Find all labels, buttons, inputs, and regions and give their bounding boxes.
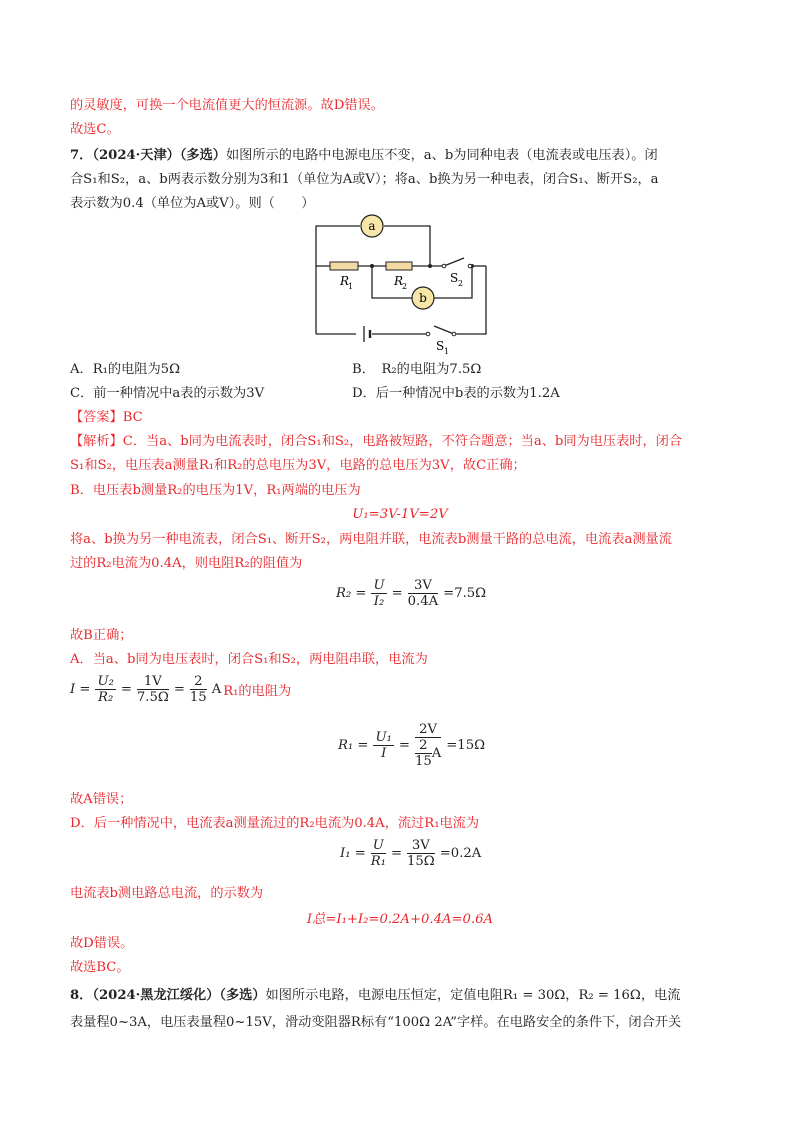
eq1-num2: 3V <box>408 578 439 594</box>
option-D: D．后一种情况中b表的示数为1.2A <box>352 386 560 401</box>
analysis-line-9: 故A错误； <box>70 792 133 807</box>
analysis-line-10: D．后一种情况中，电流表a测量流过的R₂电流为0.4A，流过R₁电流为 <box>70 816 480 831</box>
eq1-den2: 0.4A <box>407 594 439 609</box>
question-source: （2024·天津） <box>92 148 180 163</box>
label-R2-sub: 2 <box>402 282 408 291</box>
question-stem-text: 如图所示的电路中电源电压不变，a、b为同种电表（电流表或电压表）。闭 <box>225 148 658 163</box>
circuit-diagram <box>300 212 500 358</box>
option-C: C．前一种情况中a表的示数为3V <box>70 386 265 401</box>
eq3-equals: = <box>398 738 410 753</box>
eq2-num3: 2 <box>190 674 207 690</box>
label-R2: R <box>394 274 404 288</box>
analysis-line-6: 过的R₂电流为0.4A，则电阻R₂的阻值为 <box>70 556 303 571</box>
intro-line-1: 的灵敏度，可换一个电流值更大的恒流源。故D错误。 <box>70 98 384 113</box>
question-7-stem-line-2: 合S₁和S₂，a、b两表示数分别为3和1（单位为A或V）；将a、b换为另一种电表，闭合S₁、断开S₂，a <box>70 172 659 187</box>
analysis-line-12: I总=I₁+I₂=0.2A+0.4A=0.6A <box>306 912 494 927</box>
eq2-den1: R₂ <box>98 690 114 705</box>
answer: 【答案】BC <box>70 410 143 425</box>
option-A: A．R₁的电阻为5Ω <box>70 362 181 377</box>
meter-a-label: a <box>368 219 376 233</box>
question-7-stem-line-3: 表示数为0.4（单位为A或V）。则（ ） <box>70 196 315 211</box>
eq2-num2: 1V <box>137 674 169 690</box>
question-number: 8． <box>70 988 93 1003</box>
meter-a <box>361 215 383 237</box>
eq4-equals: = <box>390 846 403 861</box>
eq2-den2: 7.5Ω <box>136 690 169 705</box>
question-8-stem-line-2: 表量程0~3A，电压表量程0~15V，滑动变阻器R标有“100Ω 2A”字样。在电路安全的条件下，闭合开关 <box>70 1015 682 1030</box>
equation-I1 <box>340 838 481 869</box>
eq2-unit: A <box>211 682 222 697</box>
question-8-stem-line-1 <box>70 986 680 1006</box>
eq4-result: =0.2A <box>439 846 482 861</box>
question-stem-text: 如图所示电路，电源电压恒定，定值电阻R₁ = 30Ω，R₂ = 16Ω，电流 <box>265 988 681 1003</box>
question-type: （多选） <box>219 988 266 1003</box>
eq2-den3: 15 <box>189 690 207 705</box>
eq1-num1: U <box>373 578 385 593</box>
label-S2: S <box>450 271 459 285</box>
eq2-equals-1: = <box>120 682 132 697</box>
meter-b <box>412 287 434 309</box>
eq2-lhs: I = <box>70 682 91 697</box>
question-type: （多选） <box>179 148 226 163</box>
option-B: B． R₂的电阻为7.5Ω <box>352 362 482 377</box>
analysis-line-3: B．电压表b测量R₂的电压为1V，R₁两端的电压为 <box>70 483 361 498</box>
eq1-equals: = <box>391 586 403 601</box>
eq4-num2: 3V <box>407 838 435 854</box>
analysis-line-8: A．当a、b同为电压表时，闭合S₁和S₂，两电阻串联，电流为 <box>70 652 428 667</box>
eq3-num1: U₁ <box>375 730 392 745</box>
equation-R1 <box>338 722 485 769</box>
label-S1-sub: 1 <box>444 347 450 356</box>
eq4-lhs: I₁ = <box>340 846 366 861</box>
eq3-den-unit: A <box>431 746 442 761</box>
eq3-den1: I <box>381 746 387 761</box>
meter-b-label: b <box>419 291 427 305</box>
label-R1: R <box>340 274 350 288</box>
battery-symbol <box>364 326 370 342</box>
eq1-lhs: R₂ = <box>336 586 367 601</box>
question-source: （2024·黑龙江绥化） <box>92 988 220 1003</box>
analysis-line-1: 【解析】C．当a、b同为电流表时，闭合S₁和S₂，电路被短路，不符合题意；当a、b同为电压表时，闭合 <box>70 434 683 449</box>
eq1-den1: I₂ <box>373 594 385 609</box>
label-S1: S <box>436 339 445 353</box>
eq3-result: =15Ω <box>446 738 486 753</box>
eq4-num1: U <box>371 838 386 854</box>
intro-line-2: 故选C。 <box>70 122 120 137</box>
eq3-num2: 2V <box>415 722 441 738</box>
equation-I <box>70 674 291 705</box>
eq1-result: =7.5Ω <box>443 586 487 601</box>
analysis-line-2: S₁和S₂，电压表a测量R₁和R₂的总电压为3V，电路的总电压为3V，故C正确； <box>70 458 526 473</box>
resistor-R1 <box>330 262 358 270</box>
label-S2-sub: 2 <box>458 279 464 288</box>
eq3-den-num: 2 <box>415 738 432 754</box>
eq2-num1: U₂ <box>97 674 114 689</box>
analysis-line-7: 故B正确； <box>70 628 133 643</box>
equation-R2 <box>336 578 486 609</box>
eq4-den1: R₁ <box>370 854 386 869</box>
eq4-den2: 15Ω <box>407 854 435 869</box>
analysis-line-5: 将a、b换为另一种电流表，闭合S₁、断开S₂，两电阻并联，电流表b测量干路的总电流，电流表a测量流 <box>70 532 672 547</box>
eq2-tail: R₁的电阻为 <box>223 684 292 699</box>
analysis-line-13: 故D错误。 <box>70 936 134 951</box>
analysis-line-11: 电流表b测电路总电流，的示数为 <box>70 886 264 901</box>
eq2-equals-2: = <box>173 682 185 697</box>
label-R1-sub: 1 <box>348 282 354 291</box>
analysis-line-14: 故选BC。 <box>70 960 130 975</box>
eq3-den-den: 15 <box>414 754 432 769</box>
resistor-R2 <box>386 262 412 270</box>
question-number: 7． <box>70 148 93 163</box>
eq3-lhs: R₁ = <box>338 738 369 753</box>
analysis-line-4: U₁=3V-1V=2V <box>352 507 448 522</box>
question-7-stem-line-1 <box>70 146 658 166</box>
